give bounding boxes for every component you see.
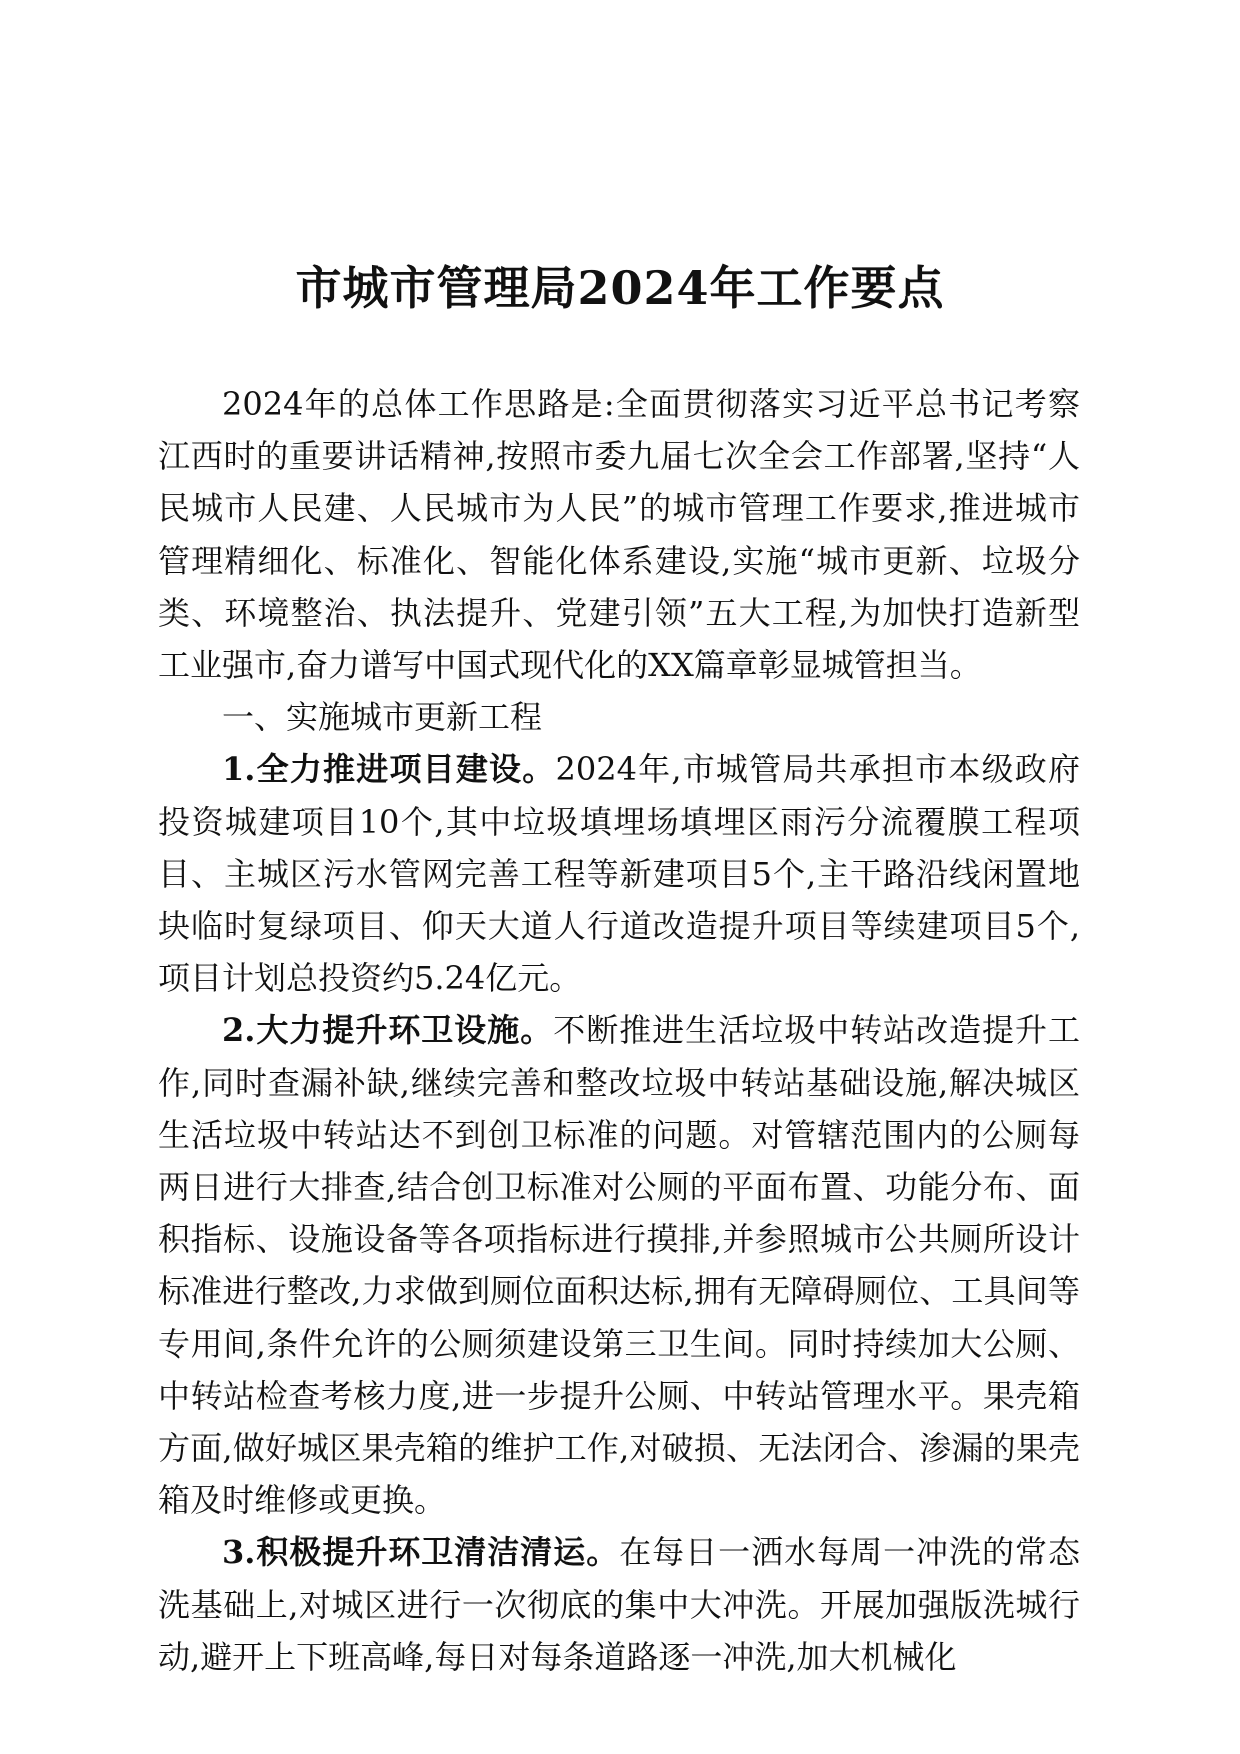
item-paragraph-3 [158, 1526, 1080, 1683]
document-body [158, 378, 1080, 1683]
item-paragraph-2 [158, 1004, 1080, 1526]
intro-paragraph: 2024年的总体工作思路是:全面贯彻落实习近平总书记考察江西时的重要讲话精神,按照市委九届七次全会工作部署,坚持“人民城市人民建、人民城市为人民”的城市管理工作要求,推进城市管理精细化、标准化、智能化体系建设,实施“城市更新、垃圾分类、环境整治、执法提升、党建引领”五大工程,为加快打造新型工业强市,奋力谱写中国式现代化的XX篇章彰显城管担当。 [158, 385, 1080, 685]
item-heading-1: 1.全力推进项目建设。 [222, 750, 556, 789]
item-text-2: 不断推进生活垃圾中转站改造提升工作,同时查漏补缺,继续完善和整改垃圾中转站基础设施,解决城区生活垃圾中转站达不到创卫标准的问题。对管辖范围内的公厕每两日进行大排查,结合创卫标准对公厕的平面布置、功能分布、面积指标、设施设备等各项指标进行摸排,并参照城市公共厕所设计标准进行整改,力求做到厕位面积达标,拥有无障碍厕位、工具间等专用间,条件允许的公厕须建设第三卫生间。同时持续加大公厕、中转站检查考核力度,进一步提升公厕、中转站管理水平。果壳箱方面,做好城区果壳箱的维护工作,对破损、无法闭合、渗漏的果壳箱及时维修或更换。 [158, 1011, 1080, 1520]
section-heading: 一、实施城市更新工程 [222, 698, 543, 737]
item-heading-2: 2.大力提升环卫设施。 [222, 1011, 554, 1050]
item-text-1: 2024年,市城管局共承担市本级政府投资城建项目10个,其中垃圾填埋场填埋区雨污分流覆膜工程项目、主城区污水管网完善工程等新建项目5个,主干路沿线闲置地块临时复绿项目、仰天大道人行道改造提升项目等续建项目5个,项目计划总投资约5.24亿元。 [158, 750, 1080, 998]
item-text-3: 在每日一洒水每周一冲洗的常态洗基础上,对城区进行一次彻底的集中大冲洗。开展加强版洗城行动,避开上下班高峰,每日对每条道路逐一冲洗,加大机械化 [158, 1533, 1080, 1676]
item-heading-3: 3.积极提升环卫清洁清运。 [222, 1533, 620, 1572]
document-title: 市城市管理局2024年工作要点 [295, 261, 945, 315]
item-paragraph-1 [158, 743, 1080, 1004]
